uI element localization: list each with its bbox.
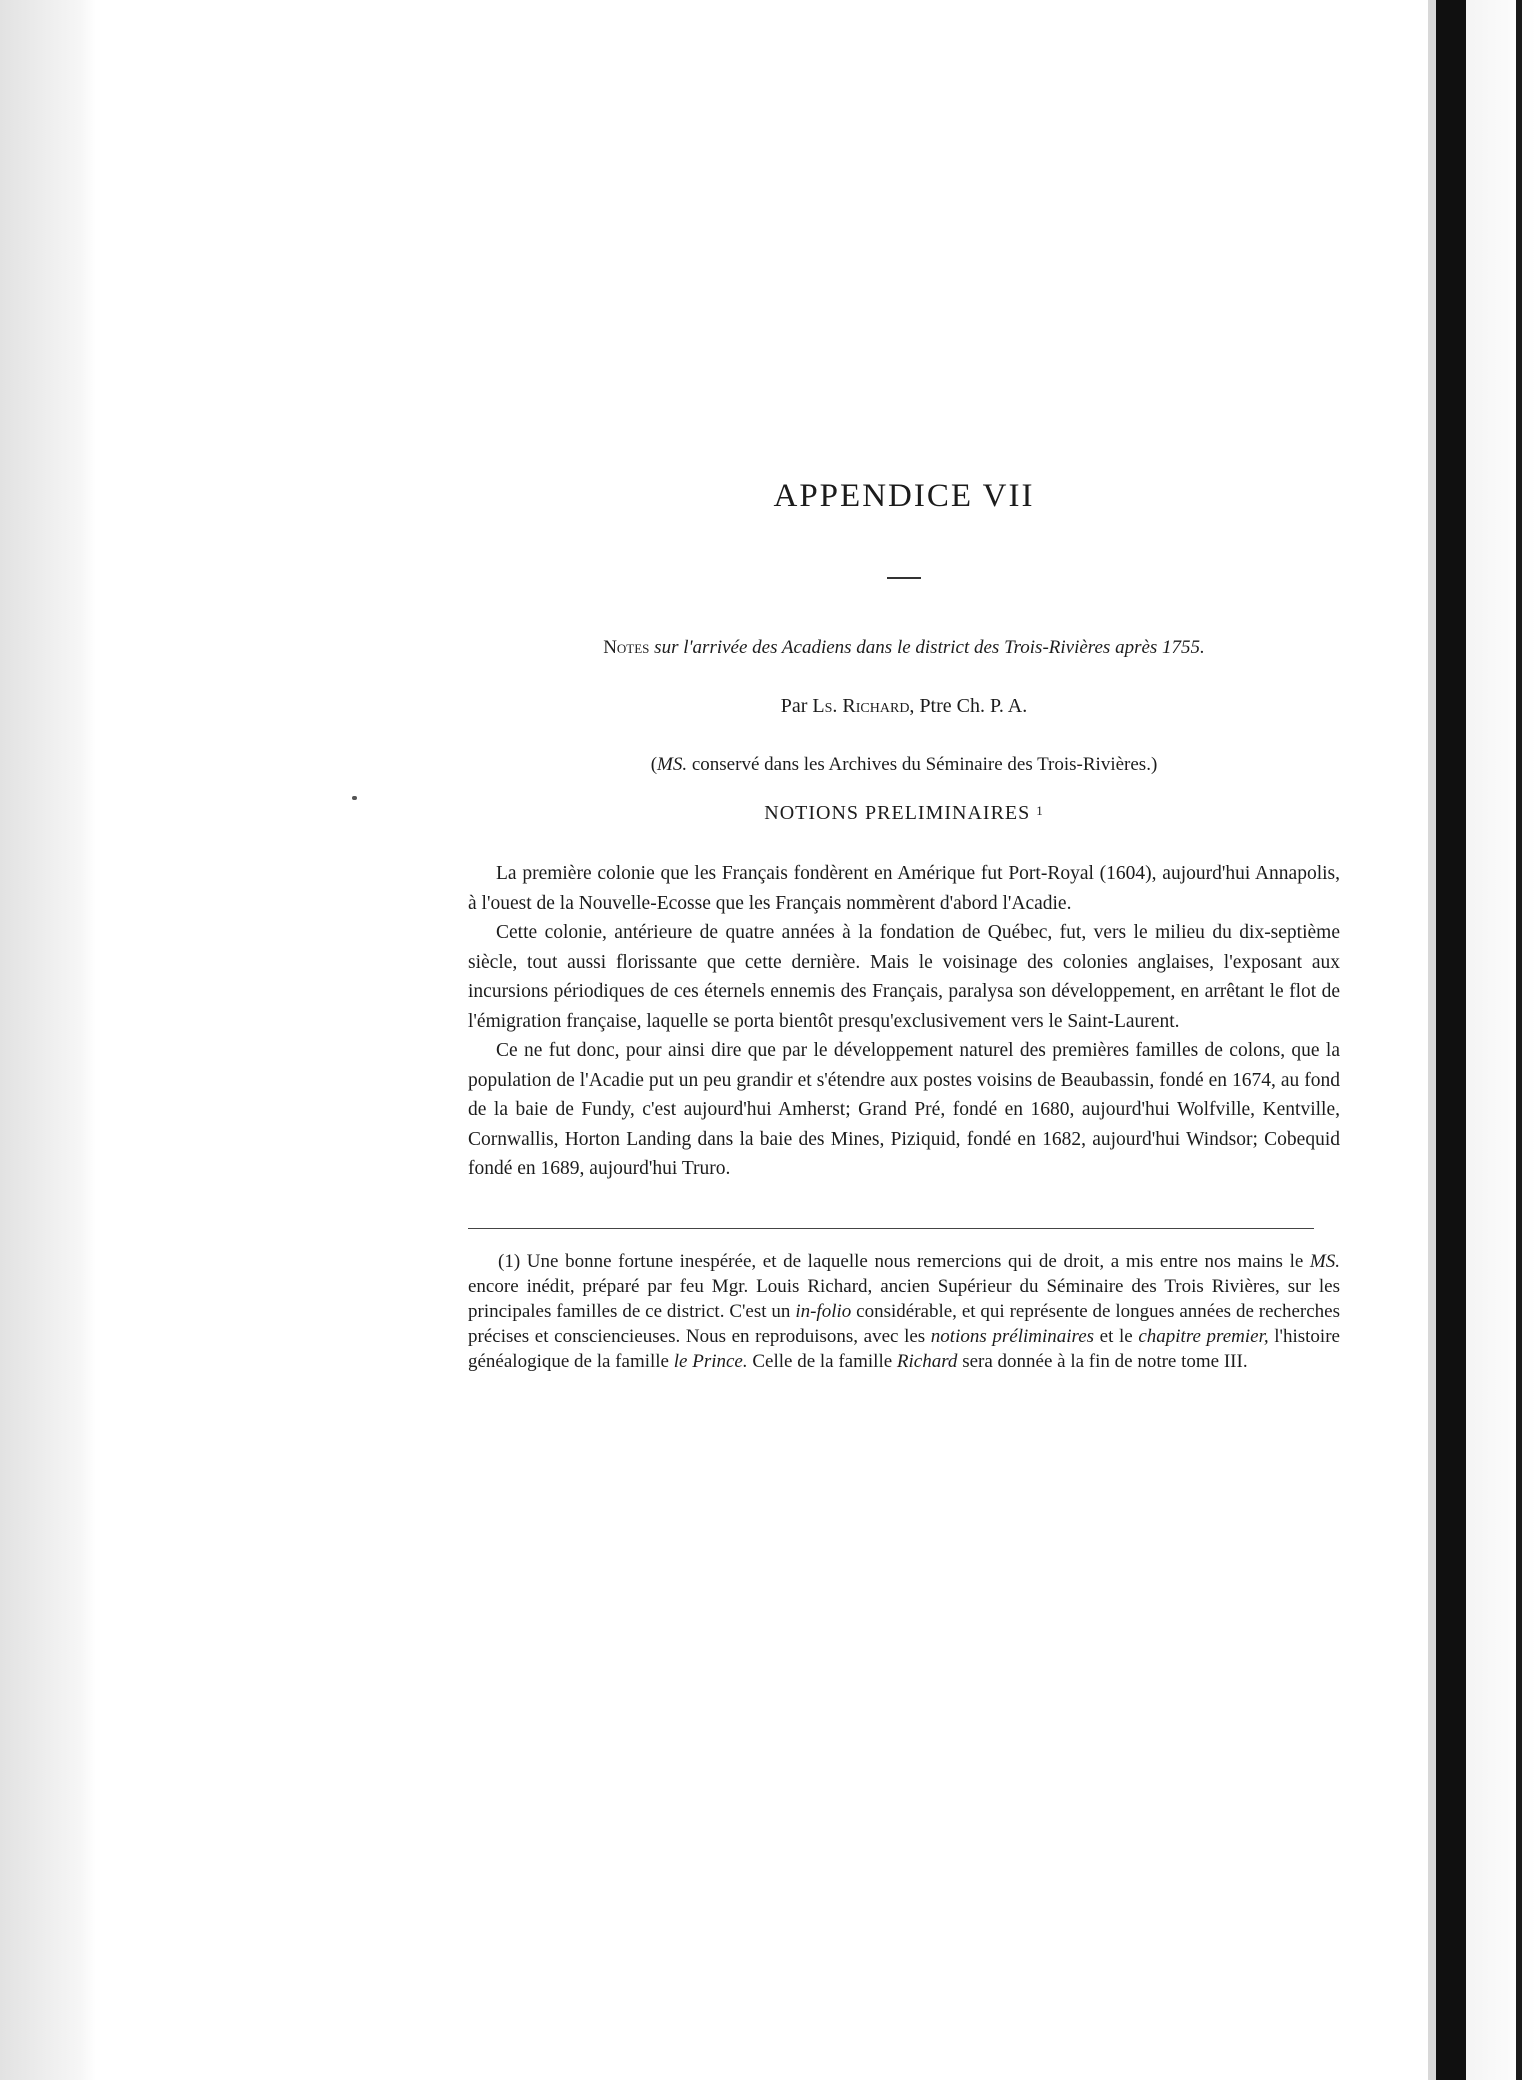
paragraph: La première colonie que les Français fondèrent en Amérique fut Port-Royal (1604), aujourd'hui Annapolis, à l'ouest de la Nouvelle-Ecosse que les Français nommèrent d'abord l'Acadie. [468, 863, 1340, 914]
byline-prefix: Par [780, 695, 808, 717]
footnote-mark: 1 [1036, 803, 1044, 818]
footnote [468, 1249, 1340, 1374]
source-text: conservé dans les Archives du Séminaire des Trois-Rivières.) [691, 754, 1158, 775]
footnote-run: et le [1094, 1325, 1139, 1347]
notes-word: Notes [603, 637, 650, 658]
appendix-title: APPENDICE VII [773, 478, 1035, 514]
footnote-run: l'histoire généalogique de la famille [468, 1325, 1340, 1372]
next-page-edge-line [1516, 0, 1522, 2080]
source-paren: ( [650, 754, 658, 775]
author-title: Ptre Ch. P. A. [919, 695, 1028, 717]
binding-gutter [1428, 0, 1436, 2080]
paragraph: Ce ne fut donc, pour ainsi dire que par le développement naturel des premières familles de colons, que la population de l'Acadie put un peu grandir et s'étendre aux postes voisins de Beaubassin, fondé en 1674, au fond de la baie de Fundy, c'est aujourd'hui Amherst; Grand Pré, fondé en 1680, aujourd'hui Wolfville, Kentville, Cornwallis, Horton Landing dans la baie des Mines, Piziquid, fondé en 1682, aujourd'hui Windsor; Cobequid fondé en 1689, aujourd'hui Truro. [468, 1040, 1340, 1179]
footnote-run: sera donnée à la fin de notre tome III. [957, 1350, 1248, 1372]
footnote-text [468, 1249, 1340, 1374]
footnote-run: Celle de la famille [747, 1350, 897, 1372]
notes-title [468, 637, 1340, 659]
binding-edge [1436, 0, 1466, 2080]
footnote-italic: in-folio [795, 1300, 852, 1322]
footnote-italic: Richard [896, 1350, 958, 1372]
paragraph: Cette colonie, antérieure de quatre années à la fondation de Québec, fut, vers le milieu du dix-septième siècle, tout aussi florissante que cette dernière. Mais le voisinage des colonies anglaises, l'exposant aux incursions périodiques de ces éternels ennemis des Français, paralysa son développement, en arrêtant le flot de l'émigration française, laquelle se porta bientôt presqu'exclusivement vers le Saint-Laurent. [468, 922, 1340, 1032]
page-left-shadow [0, 0, 96, 2080]
footnote-italic: MS. [1309, 1250, 1340, 1272]
source-note [468, 754, 1340, 776]
title-dash [887, 577, 921, 579]
author-byline [468, 695, 1340, 718]
footnote-italic: le Prince. [673, 1350, 748, 1372]
footnote-italic: chapitre premier, [1138, 1325, 1269, 1347]
footnote-run: considérable, et qui représente de longues années de recherches précises et consciencieuses. Nous en reproduisons, avec les [468, 1300, 1340, 1347]
footnote-run: encore inédit, préparé par feu Mgr. Louis Richard, ancien Supérieur du Séminaire des Trois Rivières, sur les principales familles de ce district. C'est un [468, 1275, 1340, 1322]
footnote-italic: notions préliminaires [930, 1325, 1095, 1347]
footnote-separator [468, 1228, 1314, 1229]
notes-subject: sur l'arrivée des Acadiens dans le district des Trois-Rivières après 1755. [654, 637, 1205, 658]
scan-speck [352, 796, 357, 800]
next-page-edge [1466, 0, 1536, 2080]
page-content [468, 470, 1340, 1374]
section-heading [468, 802, 1340, 825]
source-ms: MS. [657, 754, 688, 775]
section-title: NOTIONS PRELIMINAIRES [764, 802, 1031, 824]
author-name: Ls. Richard, [812, 695, 915, 717]
footnote-run: (1) Une bonne fortune inespérée, et de laquelle nous remercions qui de droit, a mis entre nos mains le [498, 1250, 1310, 1272]
body-text [468, 859, 1340, 1184]
